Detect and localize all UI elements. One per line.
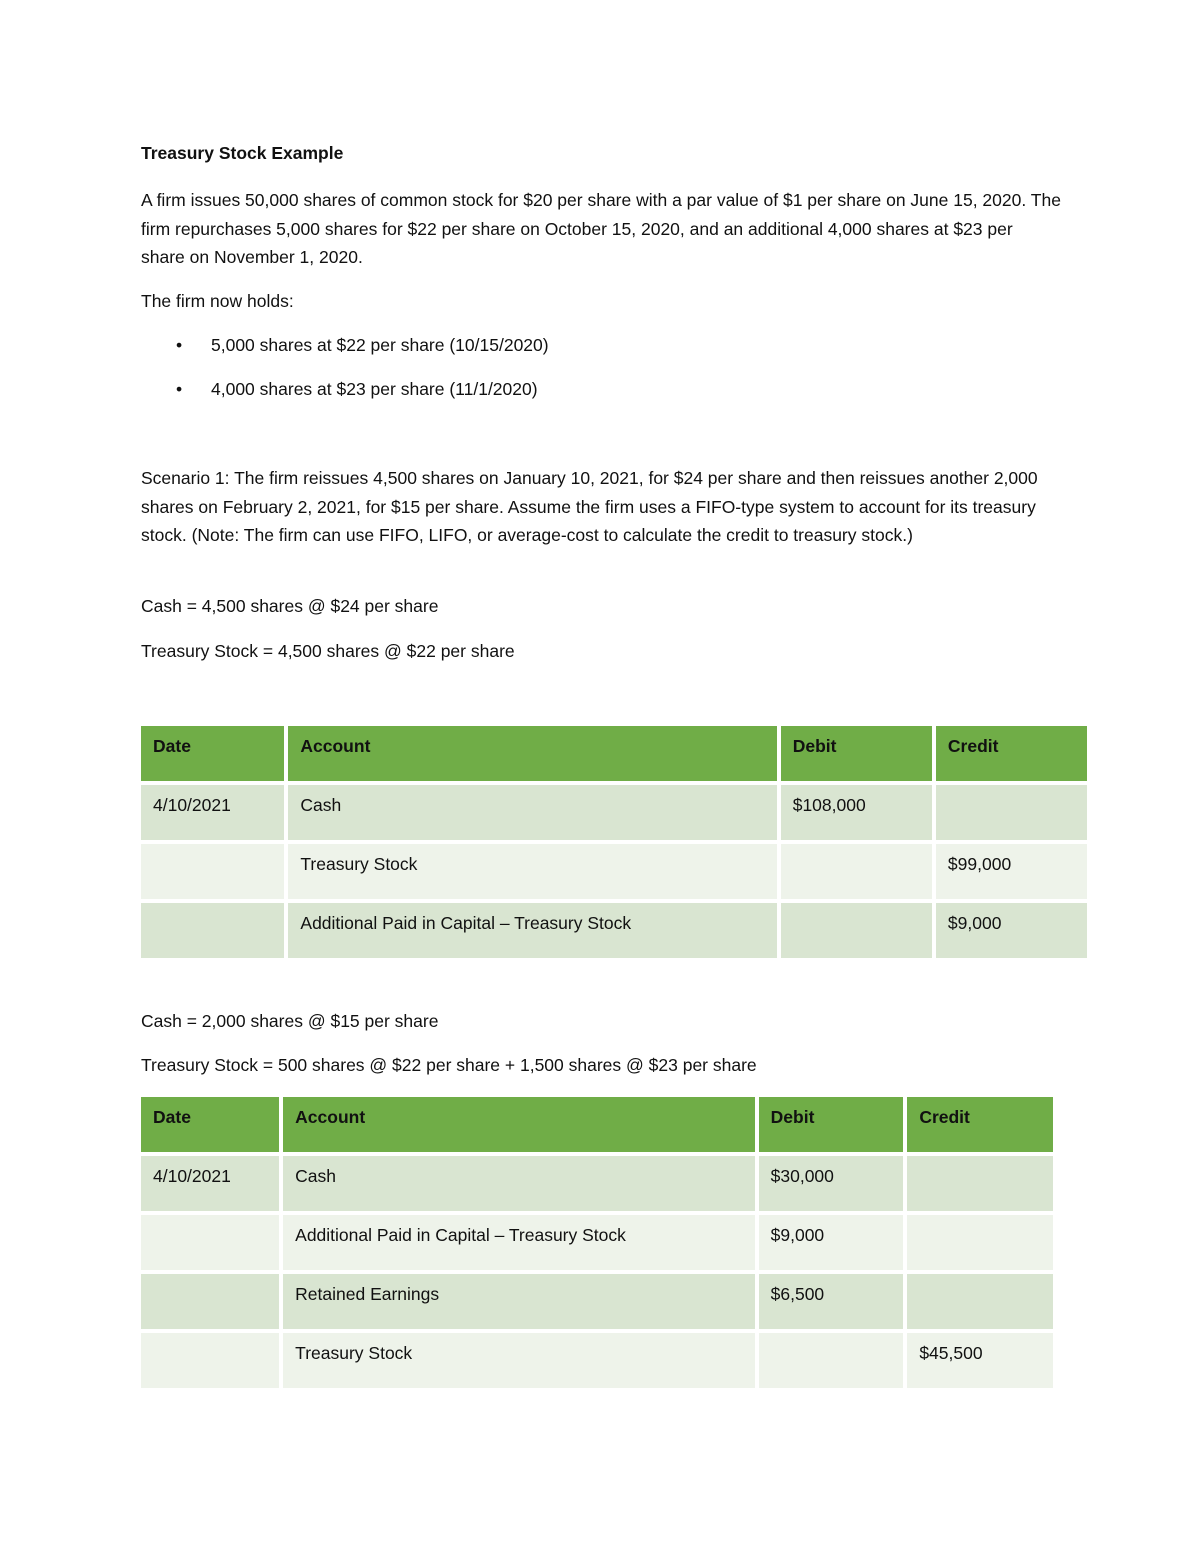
bullet-icon: •	[176, 379, 183, 399]
table-header-row	[141, 1097, 1053, 1152]
intro-paragraph: A firm issues 50,000 shares of common stock for $20 per share with a par value of $1 per share on June 15, 2020. The firm repurchases 5,000 shares for $22 per share on October 15, 2020, and an additional 4,000 shares at $23 per share on November 1, 2020.	[141, 190, 1061, 267]
table-row: 4/10/2021 Cash $108,000	[141, 785, 1087, 840]
list-item: • 4,000 shares at $23 per share (11/1/2020)	[141, 375, 549, 419]
header-debit: Debit	[781, 726, 932, 781]
header-credit: Credit	[936, 726, 1087, 781]
table-row: 4/10/2021 Cash $30,000	[141, 1156, 1053, 1211]
bullet-icon: •	[176, 335, 183, 355]
header-date: Date	[141, 1097, 279, 1152]
header-date: Date	[141, 726, 284, 781]
holds-label: The firm now holds:	[141, 291, 294, 311]
table-header-row	[141, 726, 1087, 781]
table-row: Additional Paid in Capital – Treasury Stock $9,000	[141, 903, 1087, 958]
document-title: Treasury Stock Example	[141, 143, 344, 163]
table-row: Treasury Stock $99,000	[141, 844, 1087, 899]
calc2-cash: Cash = 2,000 shares @ $15 per share	[141, 1011, 439, 1031]
journal-table-1	[137, 722, 1091, 962]
header-credit: Credit	[907, 1097, 1053, 1152]
calc1-cash: Cash = 4,500 shares @ $24 per share	[141, 596, 439, 616]
list-item: • 5,000 shares at $22 per share (10/15/2020)	[141, 331, 549, 375]
calc1-treasury: Treasury Stock = 4,500 shares @ $22 per share	[141, 641, 515, 661]
calc2-treasury: Treasury Stock = 500 shares @ $22 per share + 1,500 shares @ $23 per share	[141, 1055, 757, 1075]
header-debit: Debit	[759, 1097, 904, 1152]
table-row: Treasury Stock $45,500	[141, 1333, 1053, 1388]
table-row: Retained Earnings $6,500	[141, 1274, 1053, 1329]
scenario-paragraph: Scenario 1: The firm reissues 4,500 shares on January 10, 2021, for $24 per share and then reissues another 2,000 shares on February 2, 2021, for $15 per share. Assume the firm uses a FIFO-type system to account for its treasury stock. (Note: The firm can use FIFO, LIFO, or average-cost to calculate the credit to treasury stock.)	[141, 468, 1038, 545]
journal-table-2	[137, 1093, 1057, 1392]
header-account: Account	[283, 1097, 754, 1152]
holdings-list	[141, 331, 549, 419]
header-account: Account	[288, 726, 776, 781]
table-row: Additional Paid in Capital – Treasury Stock $9,000	[141, 1215, 1053, 1270]
